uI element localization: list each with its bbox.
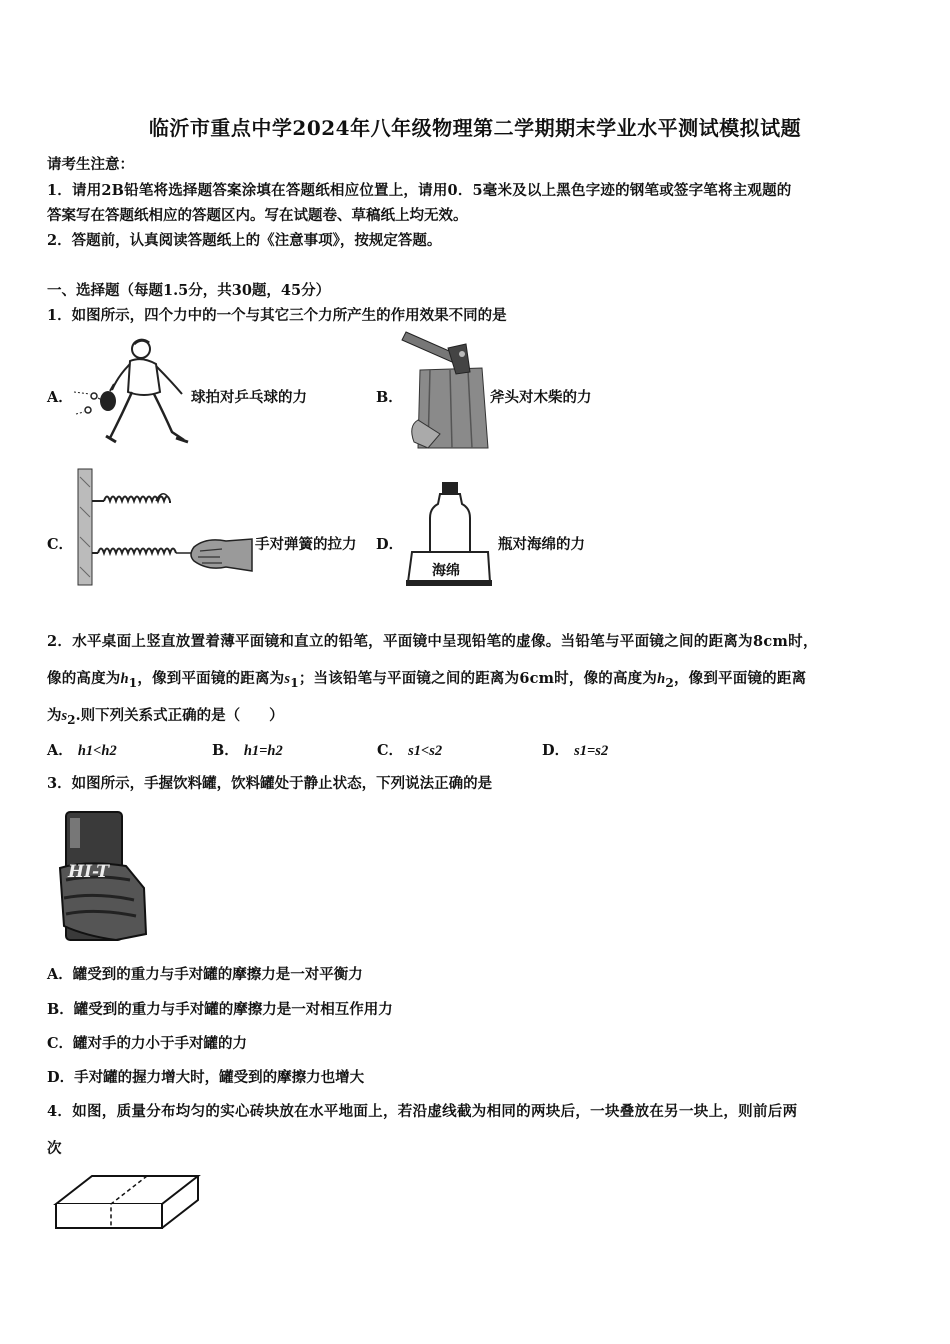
var-h: h <box>657 671 666 687</box>
sub: 1 <box>128 675 138 690</box>
q1-option-a-text: 球拍对乒乓球的力 <box>191 389 307 406</box>
q3-option-a: A．罐受到的重力与手对罐的摩擦力是一对平衡力 <box>47 966 363 983</box>
q3-option-d: D．手对罐的握力增大时，罐受到的摩擦力也增大 <box>47 1069 365 1086</box>
q1-option-b-label: B． <box>376 389 403 406</box>
q2-text: 为 <box>47 707 62 724</box>
q1-option-c-label: C． <box>47 536 74 553</box>
sub: 1 <box>290 675 299 690</box>
q2-text: .则下列关系式正确的是（ ） <box>75 707 284 724</box>
sub: 2 <box>665 675 674 690</box>
q1-option-d-text: 瓶对海绵的力 <box>498 536 585 553</box>
brick-figure <box>52 1170 204 1234</box>
notice-line-1a: 1．请用2B铅笔将选择题答案涂填在答题纸相应位置上，请用0．5毫米及以上黑色字迹的钢笔或签字笔将主观题的 <box>47 182 792 199</box>
section-heading: 一、选择题（每题1.5分，共30题，45分） <box>47 282 331 299</box>
option-expr: s1=s2 <box>574 743 609 759</box>
can-brand-text: HI-T <box>68 862 109 882</box>
q2-option-d <box>542 739 608 760</box>
q4-line-1: 4．如图，质量分布均匀的实心砖块放在水平地面上，若沿虚线截为相同的两块后，一块叠放在另一块上，则前后两 <box>47 1103 798 1120</box>
q3-stem: 3．如图所示，手握饮料罐，饮料罐处于静止状态，下列说法正确的是 <box>47 775 493 792</box>
table-tennis-player-figure <box>72 334 192 449</box>
notice-heading: 请考生注意： <box>47 156 134 173</box>
q1-option-b-text: 斧头对木柴的力 <box>490 389 592 406</box>
q1-option-c-text: 手对弹簧的拉力 <box>255 536 357 553</box>
q1-option-d-label: D． <box>376 536 404 553</box>
axe-wood-figure <box>400 330 492 450</box>
q1-stem: 1．如图所示，四个力中的一个与其它三个力所产生的作用效果不同的是 <box>47 307 507 324</box>
q2-option-c <box>377 739 442 760</box>
q2-text: ，像到平面镜的距离 <box>673 670 807 687</box>
page-title: 临沂市重点中学2024年八年级物理第二学期期末学业水平测试模拟试题 <box>148 116 802 140</box>
var-s: s <box>61 708 68 724</box>
q2-text: 像的高度为 <box>47 670 121 687</box>
q2-text: ；当该铅笔与平面镜之间的距离为6cm时，像的高度为 <box>298 670 658 687</box>
q4-line-2: 次 <box>47 1140 62 1157</box>
option-expr: h1=h2 <box>243 743 283 759</box>
notice-line-2: 2．答题前，认真阅读答题纸上的《注意事项》，按规定答题。 <box>47 232 442 249</box>
option-label: C． <box>377 742 404 759</box>
q2-option-b <box>212 739 283 760</box>
option-label: A． <box>47 742 73 759</box>
option-expr: h1<h2 <box>77 743 117 759</box>
spring-hand-figure <box>76 467 254 587</box>
sub: 2 <box>67 712 76 727</box>
q3-option-b: B．罐受到的重力与手对罐的摩擦力是一对相互作用力 <box>47 1001 393 1018</box>
var-h: h <box>120 671 129 687</box>
q2-line-1: 2．水平桌面上竖直放置着薄平面镜和直立的铅笔，平面镜中呈现铅笔的虚像。当铅笔与平面镜之间的距离为8cm时， <box>47 633 818 650</box>
option-expr: s1<s2 <box>408 743 443 759</box>
q2-option-a <box>47 739 117 760</box>
option-label: D． <box>542 742 570 759</box>
notice-line-1b: 答案写在答题纸相应的答题区内。写在试题卷、草稿纸上均无效。 <box>47 207 468 224</box>
q3-option-c: C．罐对手的力小于手对罐的力 <box>47 1035 248 1052</box>
q1-option-a-label: A． <box>47 389 73 406</box>
sponge-label: 海绵 <box>432 563 460 579</box>
option-label: B． <box>212 742 239 759</box>
q2-line-2 <box>47 667 806 690</box>
var-s: s <box>284 671 291 687</box>
q2-line-3 <box>47 704 284 727</box>
q2-text: ，像到平面镜的距离为 <box>137 670 285 687</box>
